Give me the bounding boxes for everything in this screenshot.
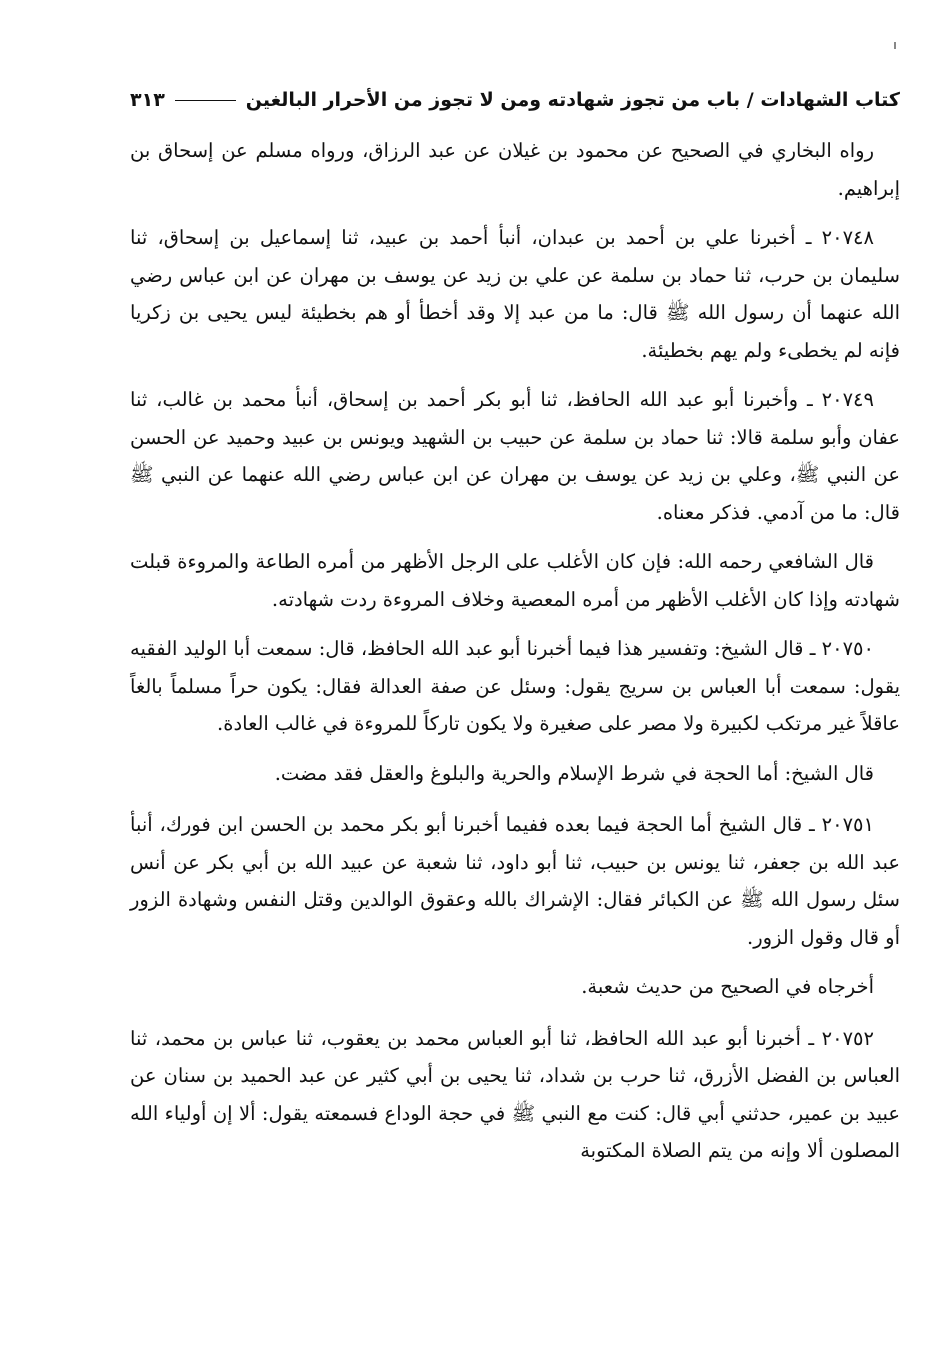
hadith-20751: ٢٠٧٥١ ـ قال الشيخ أما الحجة فيما بعده ففيما أخبرنا أبو بكر محمد بن الحسن ابن فورك، أنبأ عبد الله بن جعفر، ثنا يونس بن حبيب، ثنا أبو داود، ثنا شعبة عن عبيد الله بن أبي بكر عن أنس سئل رسول الله ﷺ عن الكبائر فقال: الإشراك بالله وعقوق الوالدين وقتل النفس وشهادة الزور أو قال وقول الزور. xyxy=(130,813,900,949)
running-header xyxy=(130,80,900,120)
book-page xyxy=(130,80,900,1182)
hadith-20752: ٢٠٧٥٢ ـ أخبرنا أبو عبد الله الحافظ، ثنا أبو العباس محمد بن يعقوب، ثنا عباس بن محمد، ثنا العباس بن الفضل الأزرق، ثنا حرب بن شداد، ثنا يحيى بن أبي كثير عن عبد الحميد بن سنان عن عبيد بن عمير، حدثني أبي قال: كنت مع النبي ﷺ في حجة الوداع فسمعته يقول: ألا إن أولياء الله المصلون ألا وإنه من يتم الصلاة المكتوبة xyxy=(130,1026,900,1162)
hadith-20749: ٢٠٧٤٩ ـ وأخبرنا أبو عبد الله الحافظ، ثنا أبو بكر أحمد بن إسحاق، أنبأ محمد بن غالب، ثنا عفان وأبو سلمة قالا: ثنا حماد بن سلمة عن حبيب بن الشهيد ويونس بن عبيد وحميد عن الحسن عن النبي ﷺ، وعلي بن زيد عن يوسف بن مهران عن ابن عباس رضي الله عنهما عن النبي ﷺ قال: ما من آدمي. فذكر معناه. xyxy=(130,388,900,524)
page-number: ٣١٣ xyxy=(130,89,165,111)
paragraph-1: رواه البخاري في الصحيح عن محمود بن غيلان عن عبد الرزاق، ورواه مسلم عن إسحاق بن إبراهيم. xyxy=(130,139,900,200)
header-rule xyxy=(175,100,236,101)
hadith-20750: ٢٠٧٥٠ ـ قال الشيخ: وتفسير هذا فيما أخبرنا أبو عبد الله الحافظ، قال: سمعت أبا الوليد الفقيه يقول: سمعت أبا العباس بن سريج يقول: وسئل عن صفة العدالة فقال: يكون حراً مسلماً بالغاً عاقلاً غير مرتكب لكبيرة ولا مصر على صغيرة ولا يكون تاركاً للمروءة في غالب العادة. xyxy=(130,637,900,735)
hadith-20748: ٢٠٧٤٨ ـ أخبرنا علي بن أحمد بن عبدان، أنبأ أحمد بن عبيد، ثنا إسماعيل بن إسحاق، ثنا سليمان بن حرب، ثنا حماد بن سلمة عن علي بن زيد عن يوسف بن مهران عن ابن عباس رضي الله عنهما أن رسول الله ﷺ قال: ما من عبد إلا وقد أخطأ أو هم بخطيئة ليس يحيى بن زكريا فإنه لم يخطىء ولم يهم بخطيئة. xyxy=(130,226,900,362)
sheikh-statement: قال الشيخ: أما الحجة في شرط الإسلام والحرية والبلوغ والعقل فقد مضت. xyxy=(274,761,874,785)
takhrij-note: أخرجاه في الصحيح من حديث شعبة. xyxy=(581,975,874,998)
page-body xyxy=(130,132,900,1170)
scan-mark xyxy=(894,42,896,49)
chapter-title: كتاب الشهادات / باب من تجوز شهادته ومن لا تجوز من الأحرار البالغين xyxy=(245,89,900,111)
shafii-statement: قال الشافعي رحمه الله: فإن كان الأغلب على الرجل الأظهر من أمره الطاعة والمروءة قبلت شهادته وإذا كان الأغلب الأظهر من أمره المعصية وخلاف المروءة ردت شهادته. xyxy=(130,550,900,611)
